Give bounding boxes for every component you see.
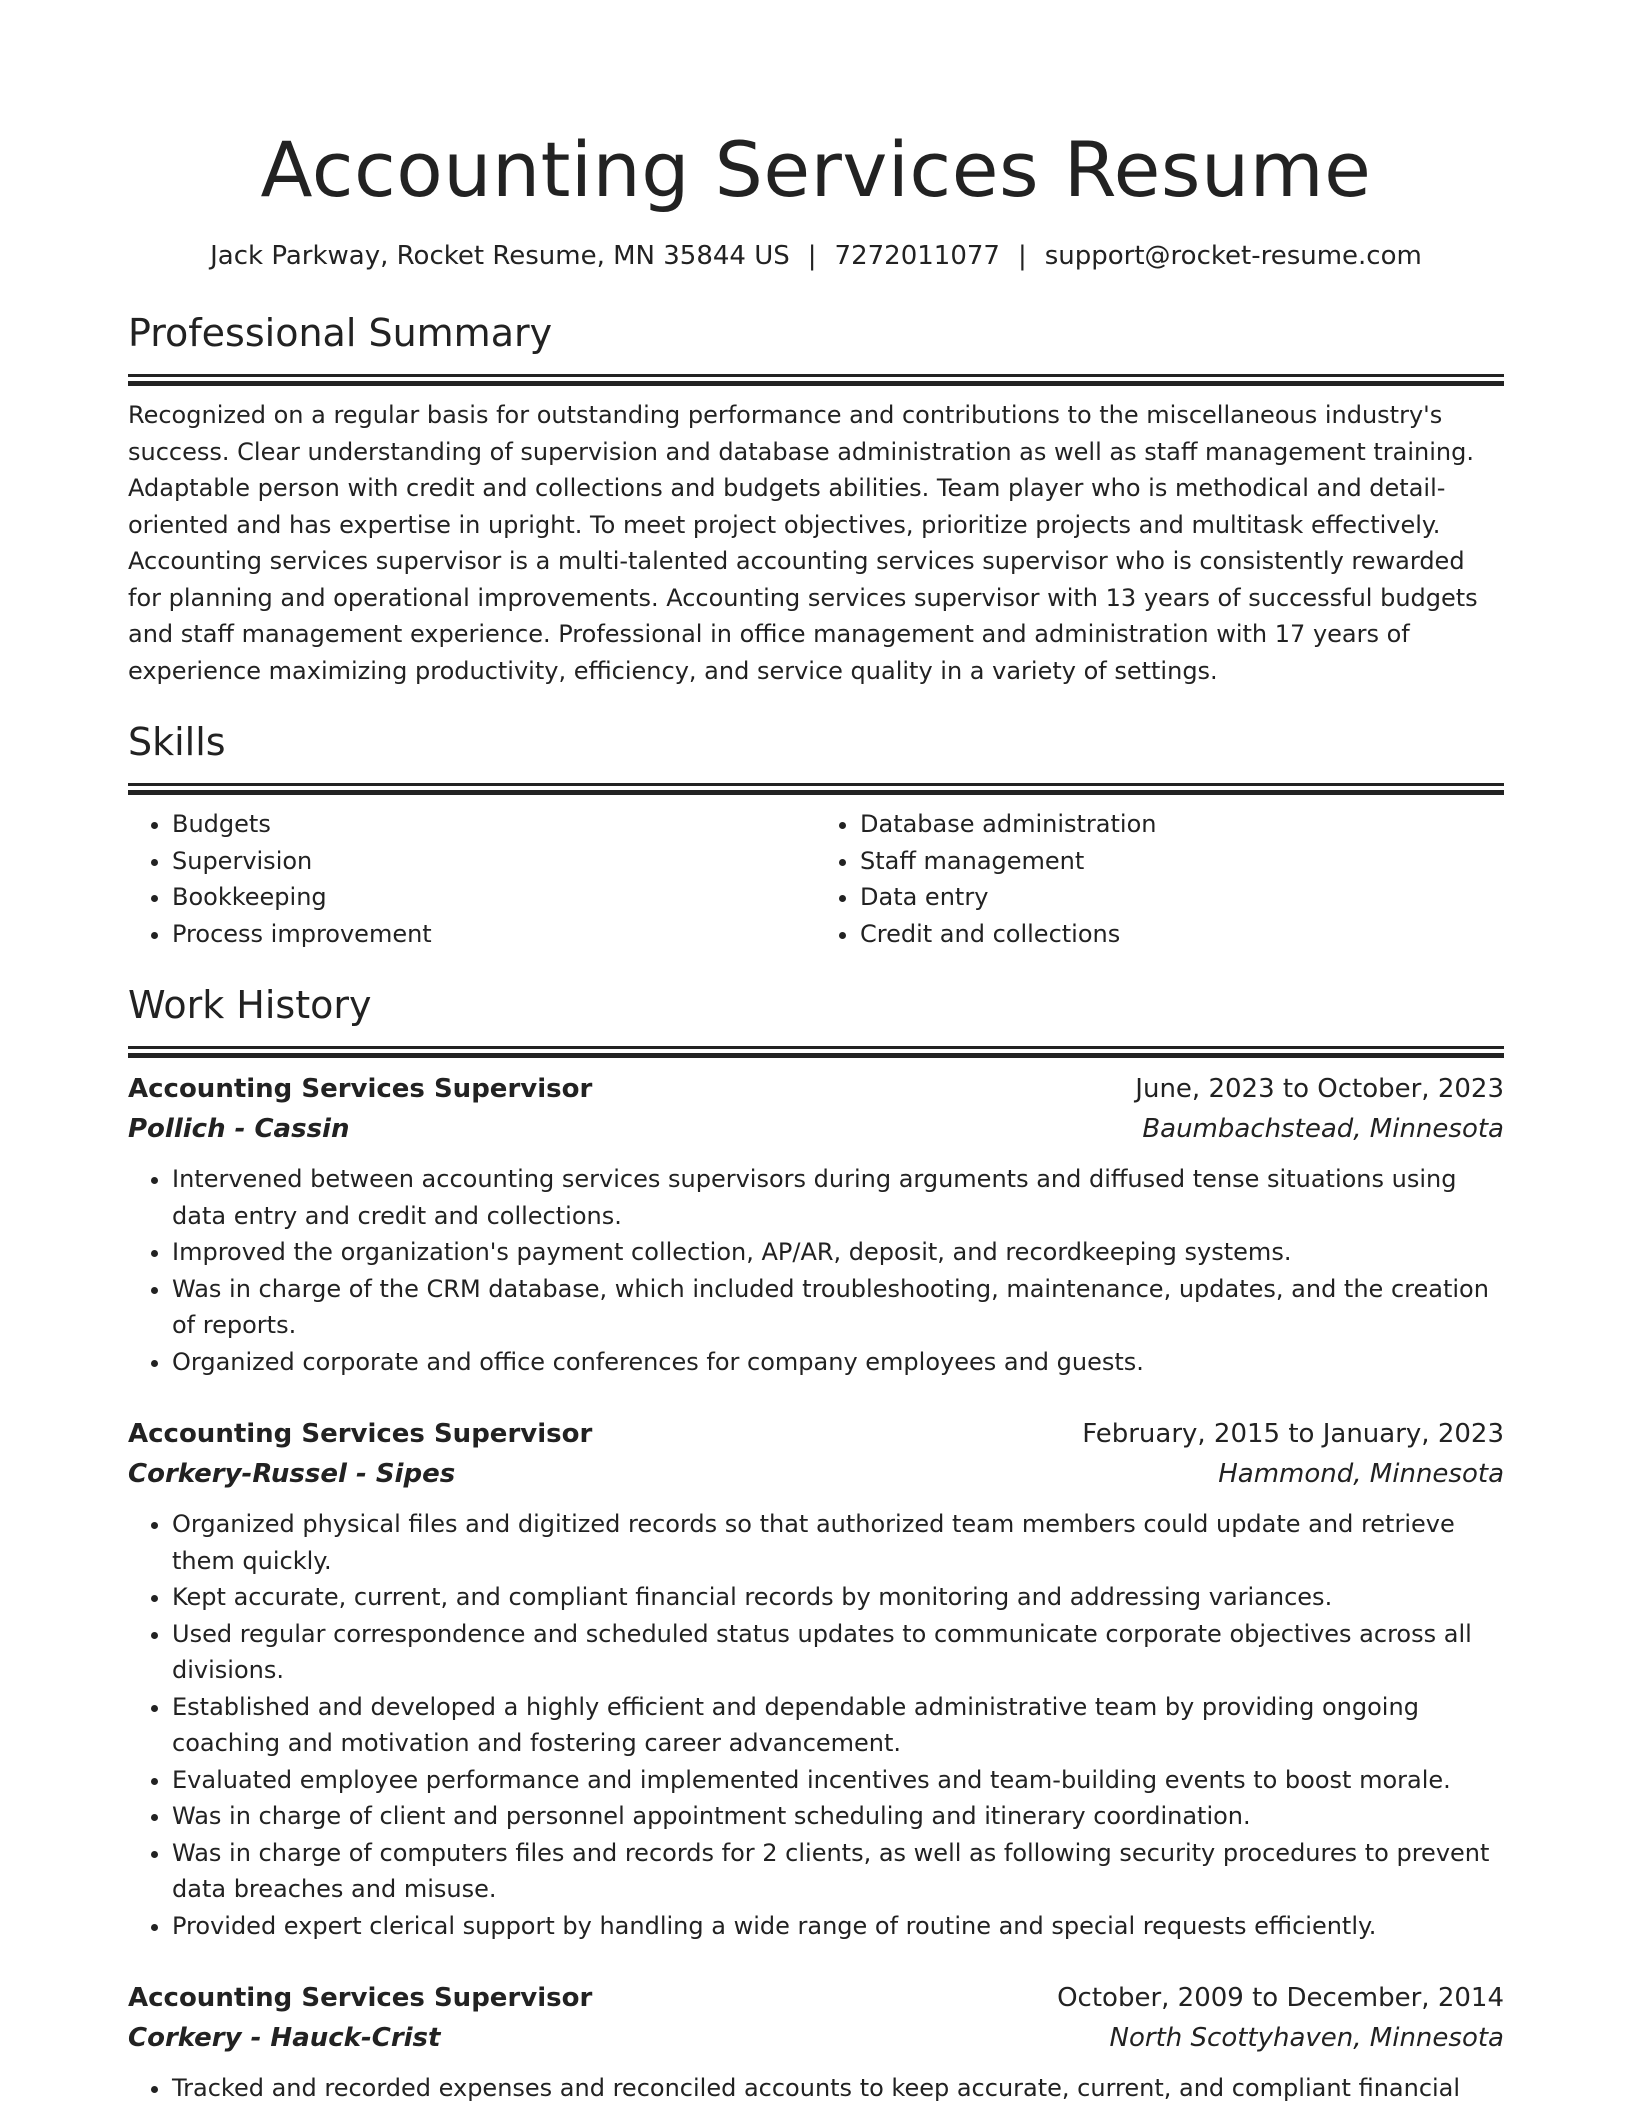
contact-separator: | xyxy=(807,241,817,271)
job-bullet: • Organized corporate and office conferences for company employees and guests. xyxy=(172,1344,1504,1381)
skill-item: • Database administration xyxy=(860,806,1504,843)
skill-item: • Bookkeeping xyxy=(172,879,816,916)
job-bullet: • Evaluated employee performance and implemented incentives and team-building events to boost morale. xyxy=(172,1762,1504,1799)
job-bullet: • Kept accurate, current, and compliant financial records by monitoring and addressing variances. xyxy=(172,1579,1504,1616)
job-title: Accounting Services Supervisor xyxy=(128,1074,593,1104)
contact-address: Jack Parkway, Rocket Resume, MN 35844 US xyxy=(210,241,790,271)
job-location: Baumbachstead, Minnesota xyxy=(1142,1114,1504,1144)
job-bullet: • Tracked and recorded expenses and reconciled accounts to keep accurate, current, and compliant financial xyxy=(172,2070,1504,2107)
work-history-heading: Work History xyxy=(128,983,372,1027)
job-bullet: • Intervened between accounting services supervisors during arguments and diffused tense situations using data entry and credit and collections. xyxy=(172,1161,1504,1234)
summary-heading: Professional Summary xyxy=(128,311,553,355)
job-bullet: • Was in charge of the CRM database, which included troubleshooting, maintenance, updates, and the creation of reports. xyxy=(172,1271,1504,1344)
job-bullets xyxy=(128,1506,1504,1944)
job-company: Pollich - Cassin xyxy=(128,1114,350,1144)
job-bullets xyxy=(128,2070,1504,2107)
resume-title: Accounting Services Resume xyxy=(260,125,1372,214)
job-title: Accounting Services Supervisor xyxy=(128,1983,593,2013)
job-entry xyxy=(128,1414,1504,1944)
job-bullet: • Improved the organization's payment collection, AP/AR, deposit, and recordkeeping systems. xyxy=(172,1234,1504,1271)
section-divider xyxy=(128,783,1504,786)
job-dates: February, 2015 to January, 2023 xyxy=(1082,1419,1504,1449)
contact-separator: | xyxy=(1017,241,1027,271)
job-bullet: • Used regular correspondence and scheduled status updates to communicate corporate objectives across all divisions. xyxy=(172,1616,1504,1689)
skill-item: • Process improvement xyxy=(172,916,816,953)
job-company: Corkery - Hauck-Crist xyxy=(128,2023,441,2053)
skills-heading: Skills xyxy=(128,720,226,764)
contact-phone: 7272011077 xyxy=(834,241,1000,271)
skill-item: • Credit and collections xyxy=(860,916,1504,953)
job-bullet: • Established and developed a highly efficient and dependable administrative team by providing ongoing coaching and motivation and fostering career advancement. xyxy=(172,1689,1504,1762)
job-dates: June, 2023 to October, 2023 xyxy=(1135,1074,1504,1104)
contact-line xyxy=(128,238,1504,274)
job-entry xyxy=(128,1978,1504,2107)
skill-item: • Staff management xyxy=(860,843,1504,880)
job-title: Accounting Services Supervisor xyxy=(128,1419,593,1449)
skill-item: • Supervision xyxy=(172,843,816,880)
job-location: Hammond, Minnesota xyxy=(1218,1459,1504,1489)
skill-item: • Budgets xyxy=(172,806,816,843)
job-dates: October, 2009 to December, 2014 xyxy=(1057,1983,1504,2013)
skill-item: • Data entry xyxy=(860,879,1504,916)
job-bullet: • Organized physical files and digitized records so that authorized team members could update and retrieve them quickly. xyxy=(172,1506,1504,1579)
job-bullet: • Provided expert clerical support by handling a wide range of routine and special requests efficiently. xyxy=(172,1908,1504,1945)
section-divider xyxy=(128,374,1504,377)
skills-section xyxy=(128,717,1504,952)
summary-section xyxy=(128,308,1504,689)
job-company: Corkery-Russel - Sipes xyxy=(128,1459,456,1489)
summary-text: Recognized on a regular basis for outstanding performance and contributions to the miscellaneous industry's success. Clear understanding of supervision and database administration as well as staff management training. Adaptable person with credit and collections and budgets abilities. Team player who is methodical and detail-oriented and has expertise in upright. To meet project objectives, prioritize projects and multitask effectively. Accounting services supervisor is a multi-talented accounting services supervisor who is consistently rewarded for planning and operational improvements. Accounting services supervisor with 13 years of successful budgets and staff management experience. Professional in office management and administration with 17 years of experience maximizing productivity, efficiency, and service quality in a variety of settings. xyxy=(128,401,1478,685)
job-bullet: • Was in charge of computers files and records for 2 clients, as well as following security procedures to prevent data breaches and misuse. xyxy=(172,1835,1504,1908)
skills-column-left xyxy=(128,806,816,952)
skills-list xyxy=(128,806,1504,952)
job-bullet: • Was in charge of client and personnel appointment scheduling and itinerary coordination. xyxy=(172,1798,1504,1835)
section-divider xyxy=(128,1046,1504,1049)
job-location: North Scottyhaven, Minnesota xyxy=(1109,2023,1504,2053)
job-bullets xyxy=(128,1161,1504,1380)
skills-column-right xyxy=(816,806,1504,952)
work-history-section xyxy=(128,980,1504,2107)
contact-email: support@rocket-resume.com xyxy=(1044,241,1422,271)
job-entry xyxy=(128,1069,1504,1380)
